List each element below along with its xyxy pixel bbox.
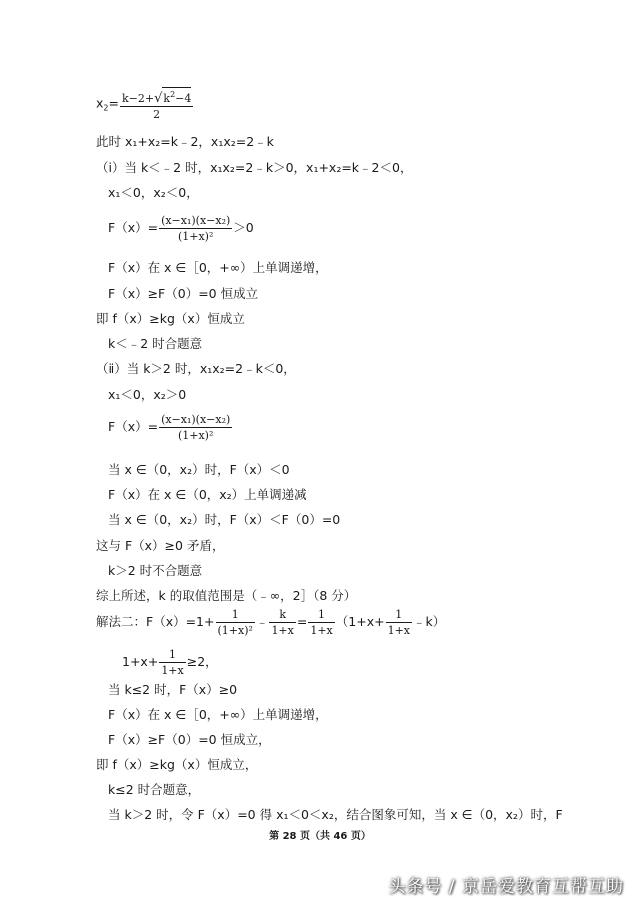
x2-subscript: 2 (103, 103, 109, 113)
text-line: （ⅱ）当 k＞2 时，x₁x₂=2﹣k＜0， (96, 361, 296, 376)
numerator: 1 (386, 608, 412, 623)
equation-F (108, 214, 254, 243)
equals-sign: = (108, 95, 119, 111)
text-line: （ⅰ）当 k＜﹣2 时，x₁x₂=2﹣k＞0，x₁+x₂=k﹣2＜0， (96, 160, 413, 175)
x2-fraction (120, 87, 193, 121)
F-numerator: (x−x₁)(x−x₂) (161, 413, 231, 426)
text-line: F（x）在 x ∈［0，+∞）上单调递增， (108, 260, 328, 275)
inequality-line (122, 648, 218, 677)
text-line: 当 x ∈（0，x₂）时，F（x）＜F（0）=0 (108, 512, 341, 527)
text-line: 即 f（x）≥kg（x）恒成立 (96, 311, 245, 326)
fraction-3 (308, 608, 334, 637)
numerator: k (269, 608, 295, 623)
text-line: F（x）在 x ∈［0，+∞）上单调递增， (108, 707, 328, 722)
num-part: k−2+ (121, 92, 155, 105)
denominator: 1+x (387, 624, 410, 637)
minus-sign: ﹣ (255, 614, 269, 629)
watermark: 头条号 / 京岳爱教育互帮互助 (388, 877, 624, 897)
equation-F (108, 413, 233, 442)
page-number: 第 28 页（共 46 页） (269, 831, 371, 842)
text-line: F（x）≥F（0）=0 恒成立 (108, 286, 259, 301)
text-line: 即 f（x）≥kg（x）恒成立， (96, 757, 258, 772)
eq-pre: 解法二：F（x）=1+ (96, 614, 215, 629)
text-line: 综上所述，k 的取值范围是（﹣∞，2］（8 分） (96, 588, 357, 603)
eq-post: ＞0 (233, 220, 254, 235)
radicand-tail: −4 (175, 92, 192, 105)
fraction-1 (216, 608, 255, 637)
text-line: k＜﹣2 时合题意 (108, 336, 203, 351)
sqrt-body (162, 87, 191, 105)
numerator: 1 (216, 608, 255, 623)
denominator: (1+x)² (217, 624, 253, 637)
x2-numerator (120, 87, 193, 107)
F-fraction (159, 413, 232, 442)
equation-x2 (96, 87, 194, 121)
radicand: k (163, 92, 171, 105)
eq-pre: 1+x+ (122, 654, 159, 669)
text-line: 当 x ∈（0，x₂）时，F（x）＜0 (108, 462, 290, 477)
numerator: 1 (159, 648, 185, 663)
fraction-4 (386, 608, 412, 637)
solution-two-equation (96, 608, 445, 637)
eq-post: ≥2， (186, 654, 218, 669)
text-line: 这与 F（x）≥0 矛盾， (96, 538, 225, 553)
text-line: x₁＜0，x₂＜0， (108, 185, 199, 200)
denominator: 1+x (161, 664, 184, 677)
fraction (159, 648, 185, 677)
equals-sign: = (296, 614, 308, 629)
F-fraction (159, 214, 232, 243)
F-denominator: (1+x)² (177, 230, 214, 243)
eq-pre: F（x）= (108, 419, 159, 434)
F-denominator: (1+x)² (177, 429, 214, 442)
numerator: 1 (308, 608, 334, 623)
text-line: 当 k≤2 时，F（x）≥0 (108, 682, 238, 697)
sqrt-icon: √ (154, 91, 163, 106)
text-line: k＞2 时不合题意 (108, 563, 203, 578)
eq-tail: ﹣k） (413, 614, 446, 629)
x2-var: x (96, 95, 104, 111)
text-line: k≤2 时合题意， (108, 782, 201, 797)
fraction-2 (269, 608, 295, 637)
power: 2 (170, 90, 176, 99)
eq-pre: F（x）= (108, 220, 159, 235)
denominator: 1+x (310, 624, 333, 637)
eq-mid: （1+x+ (335, 614, 385, 629)
text-line: F（x）≥F（0）=0 恒成立， (108, 732, 271, 747)
text-line: 此时 x₁+x₂=k﹣2，x₁x₂=2﹣k (96, 134, 274, 149)
text-line: 当 k＞2 时，令 F（x）=0 得 x₁＜0＜x₂，结合图象可知，当 x ∈（0，x₂）时，F (108, 807, 563, 822)
denominator: 1+x (271, 624, 294, 637)
F-numerator: (x−x₁)(x−x₂) (161, 214, 231, 227)
x2-denominator: 2 (153, 108, 161, 121)
text-line: x₁＜0，x₂＞0 (108, 387, 187, 402)
text-line: F（x）在 x ∈（0，x₂）上单调递减 (108, 487, 307, 502)
